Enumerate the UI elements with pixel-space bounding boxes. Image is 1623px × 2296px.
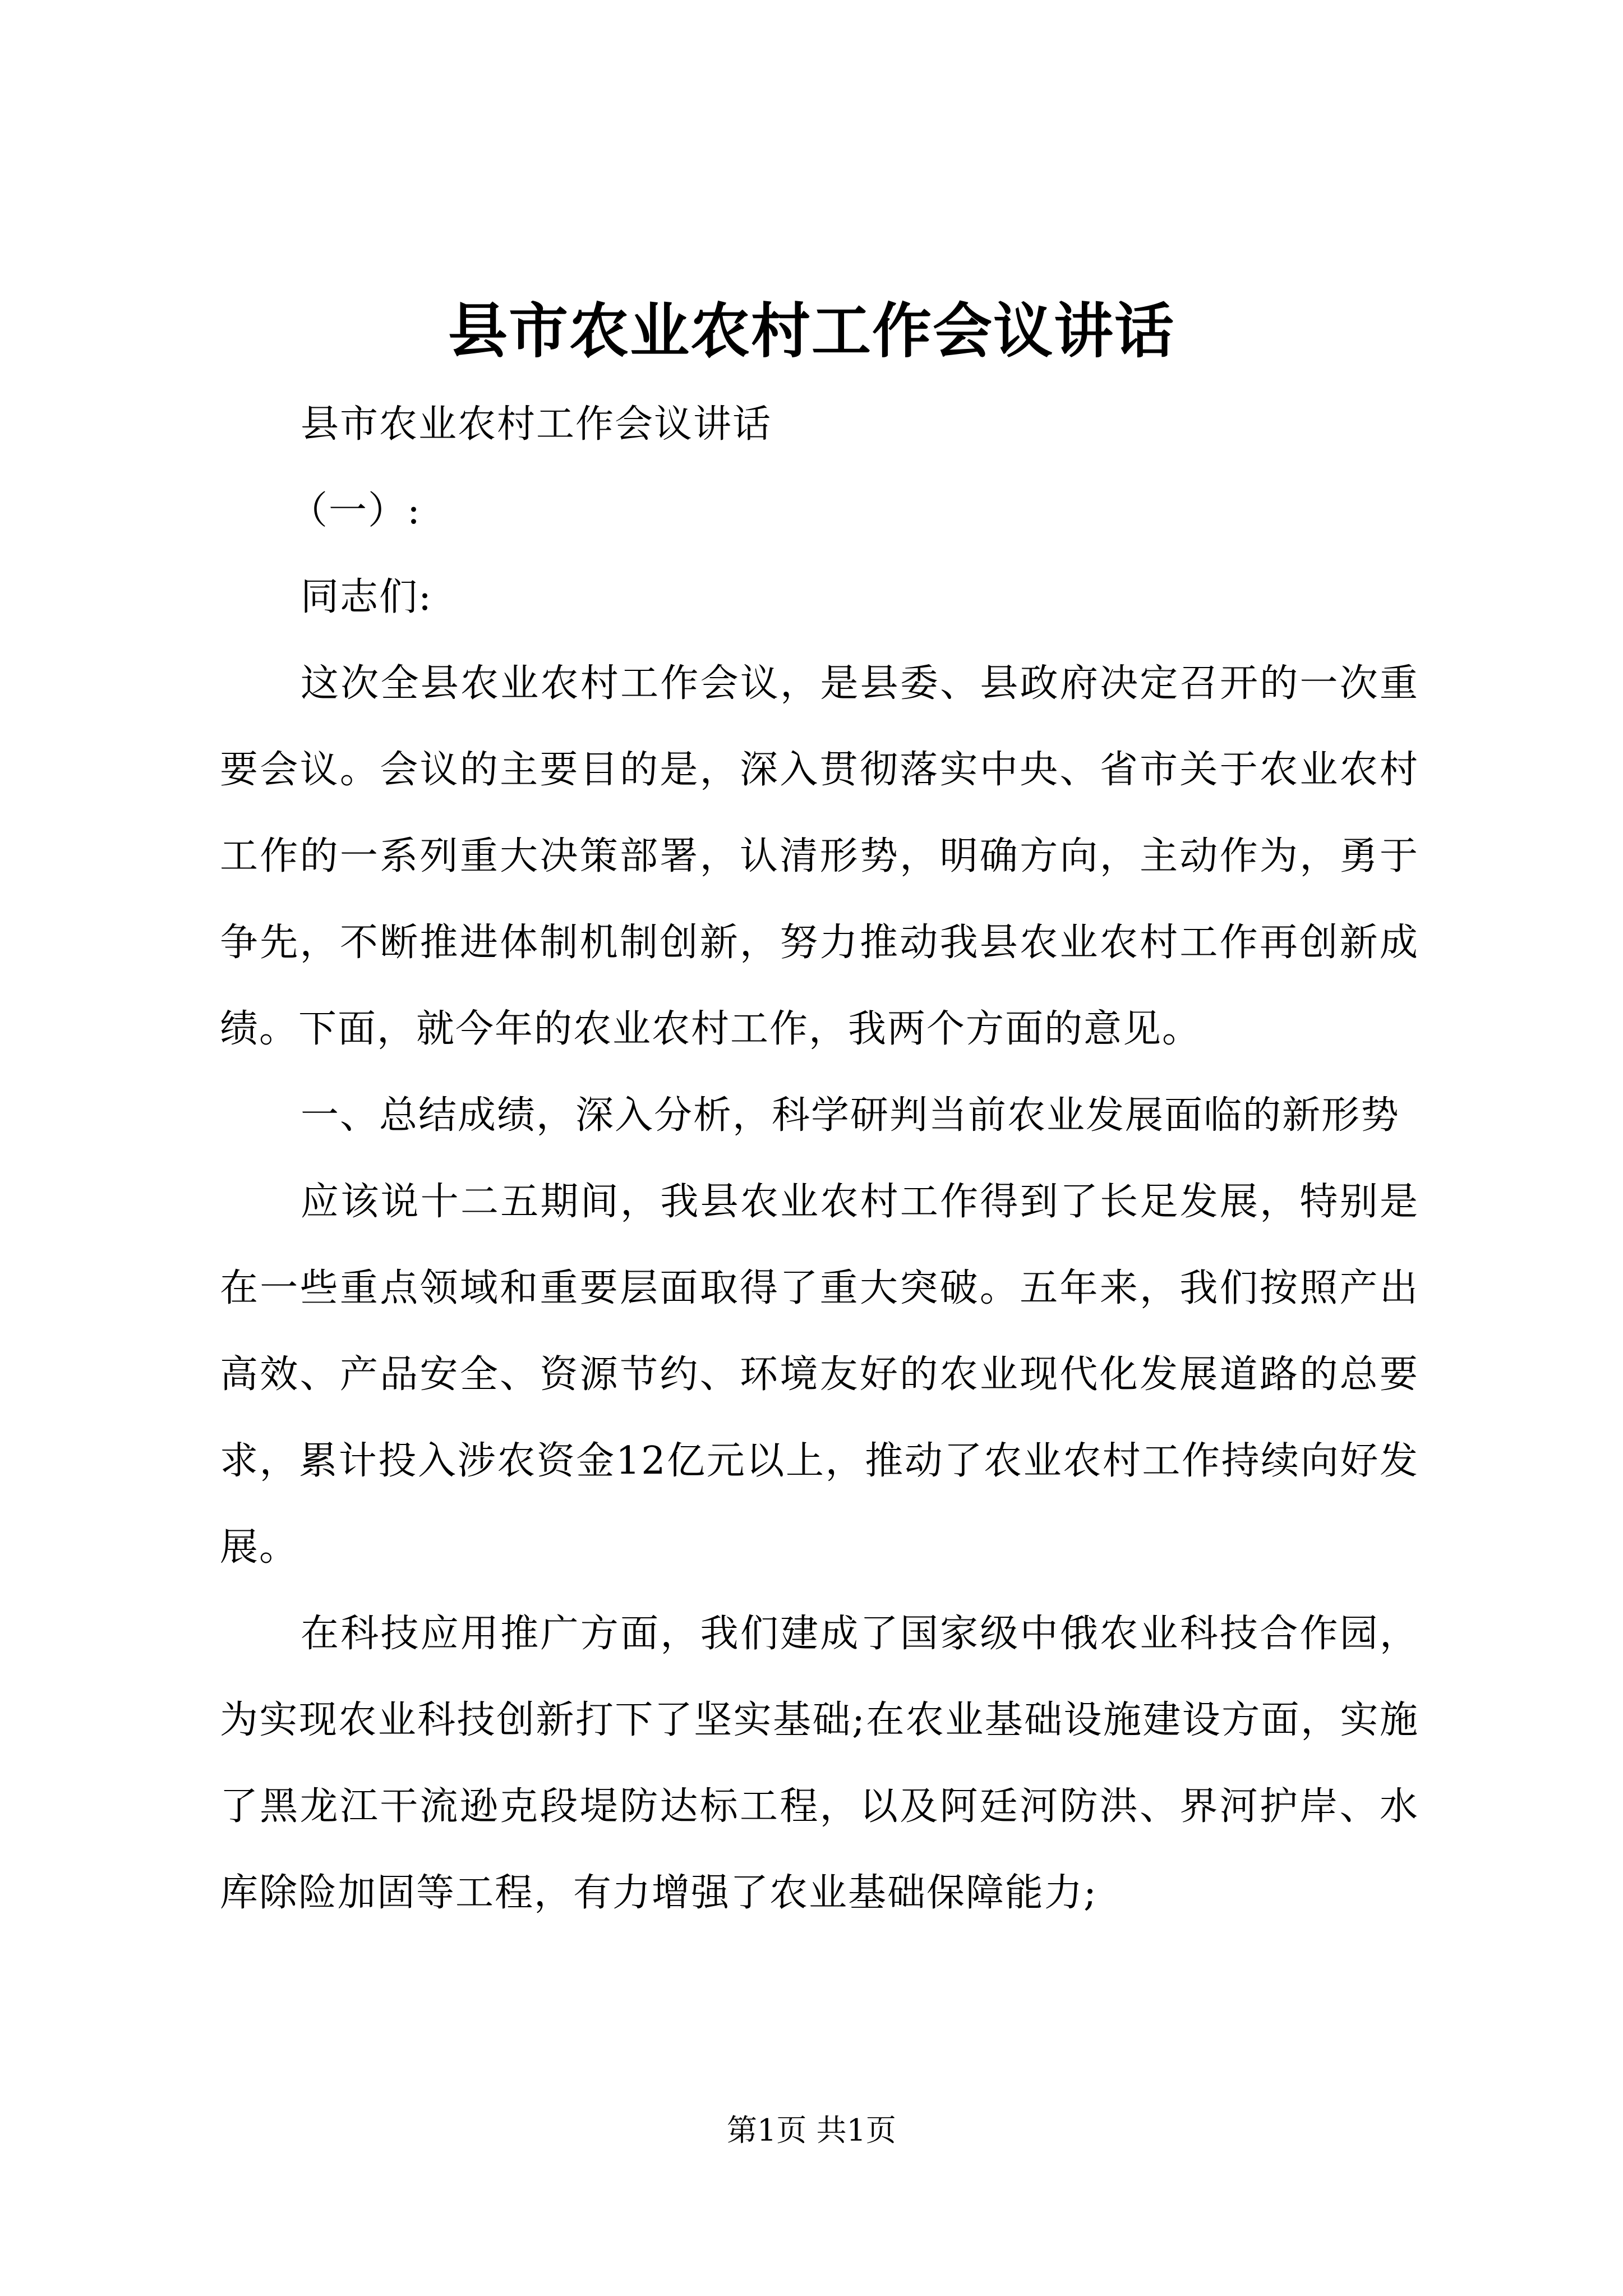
page-footer: 第1页 共1页 — [727, 2113, 896, 2148]
document-body — [220, 381, 1419, 1936]
paragraph-section-marker: （一）: — [289, 489, 421, 533]
paragraph-salutation: 同志们: — [301, 575, 432, 619]
paragraph-technology: 在科技应用推广方面，我们建成了国家级中俄农业科技合作园，为实现农业科技创新打下了坚实基础;在农业基础设施建设方面，实施了黑龙江干流逊克段堤防达标工程，以及阿廷河防洪、界河护岸、水库除险加固等工程，有力增强了农业基础保障能力; — [220, 1612, 1419, 1915]
paragraph-heading-one: 一、总结成绩，深入分析，科学研判当前农业发展面临的新形势 — [301, 1093, 1400, 1138]
paragraph-achievements: 应该说十二五期间，我县农业农村工作得到了长足发展，特别是在一些重点领域和重要层面取得了重大突破。五年来，我们按照产出高效、产品安全、资源节约、环境友好的农业现代化发展道路的总要求，累计投入涉农资金12亿元以上，推动了农业农村工作持续向好发展。 — [220, 1180, 1419, 1570]
paragraph-introduction: 这次全县农业农村工作会议，是县委、县政府决定召开的一次重要会议。会议的主要目的是，深入贯彻落实中央、省市关于农业农村工作的一系列重大决策部署，认清形势，明确方向，主动作为，勇于争先，不断推进体制机制创新，努力推动我县农业农村工作再创新成绩。下面，就今年的农业农村工作，我两个方面的意见。 — [220, 661, 1419, 1051]
document-title: 县市农业农村工作会议讲话 — [448, 296, 1175, 366]
paragraph-subtitle: 县市农业农村工作会议讲话 — [301, 402, 772, 447]
